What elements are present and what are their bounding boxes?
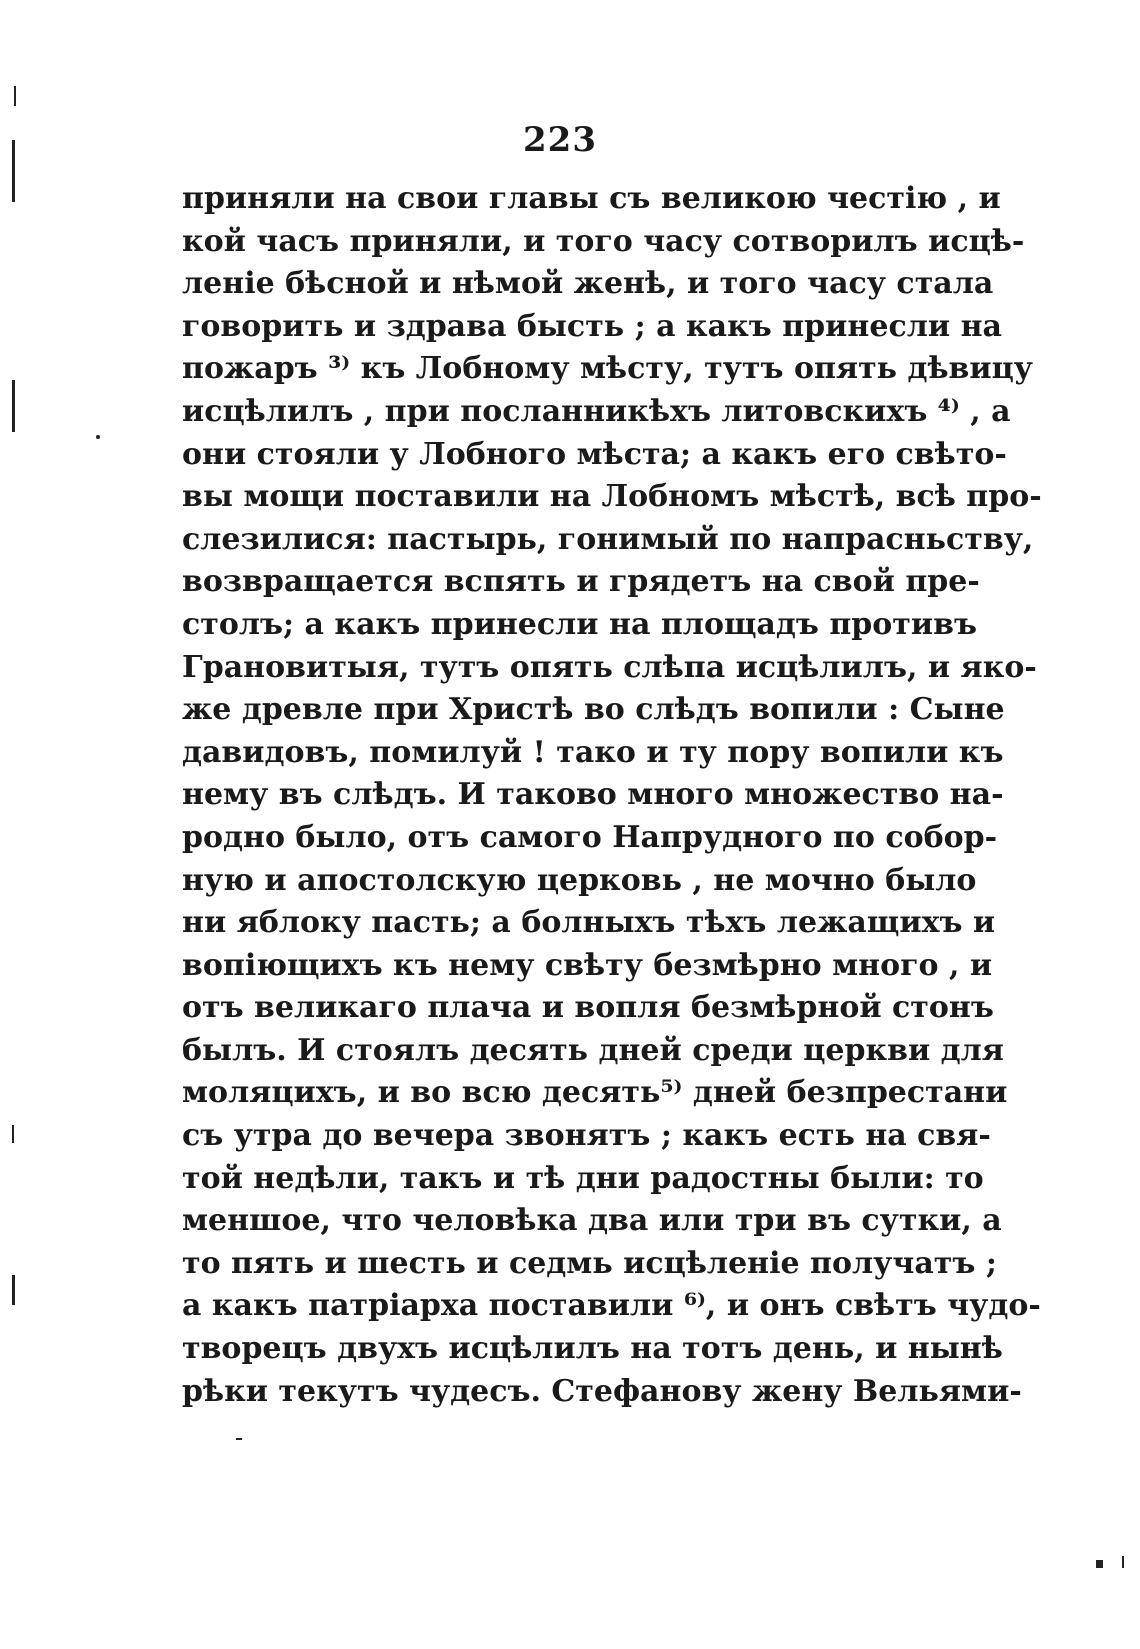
text-line: исцѣлилъ , при посланникѣхъ литовскихъ ⁴⁾ , а: [182, 393, 1011, 429]
text-line: рѣки текутъ чудесъ. Стефанову жену Вельями-: [182, 1373, 1022, 1409]
text-line: вопіющихъ къ нему свѣту безмѣрно много , и: [182, 947, 993, 983]
text-line: столъ; а какъ принесли на площадъ противъ: [182, 606, 977, 642]
text-line: возвращается вспять и грядетъ на свой пре-: [182, 564, 980, 600]
text-line: они стояли у Лобного мѣста; а какъ его свѣто-: [182, 436, 1007, 472]
page-number: 223: [523, 120, 597, 160]
text-line: ни яблоку пасть; а болныхъ тѣхъ лежащихъ и: [182, 905, 996, 941]
text-line: а какъ патріарха поставили ⁶⁾, и онъ свѣтъ чудо-: [182, 1288, 1041, 1324]
text-line: то пять и шесть и седмь исцѣленіе получатъ ;: [182, 1245, 997, 1281]
text-line: ную и апостолскую церковь , не мочно было: [182, 862, 977, 898]
text-line: нему въ слѣдъ. И таково много множество на-: [182, 777, 1004, 813]
scan-mark: [14, 86, 16, 106]
text-line: пожаръ ³⁾ къ Лобному мѣсту, тутъ опять дѣвицу: [182, 351, 1034, 387]
text-line: меншое, что человѣка два или три въ сутки, а: [182, 1203, 1002, 1239]
scan-mark: [96, 435, 100, 439]
text-line: говорить и здрава бысть ; а какъ принесли на: [182, 308, 1002, 344]
text-line: былъ. И стоялъ десять дней среди церкви для: [182, 1032, 1004, 1068]
text-line: творецъ двухъ исцѣлилъ на тотъ день, и нынѣ: [182, 1331, 1003, 1367]
text-line: отъ великаго плача и вопля безмѣрной стонъ: [182, 990, 994, 1026]
text-line: леніе бѣсной и нѣмой женѣ, и того часу стала: [182, 266, 994, 302]
text-line: съ утра до вечера звонятъ ; какъ есть на свя-: [182, 1118, 991, 1154]
scan-mark: [12, 1125, 14, 1143]
body-text: [182, 178, 1042, 1413]
scan-mark: [1096, 1560, 1103, 1568]
text-line: кой часъ приняли, и того часу сотворилъ исцѣ-: [182, 223, 1025, 259]
text-line: слезилися: пастырь, гонимый по напрасньству,: [182, 521, 1034, 557]
text-line: родно было, отъ самого Напрудного по собор-: [182, 819, 998, 855]
text-line: Грановитыя, тутъ опять слѣпа исцѣлилъ, и яко-: [182, 649, 1037, 685]
scan-mark: [12, 140, 15, 202]
text-line: же древле при Христѣ во слѣдъ вопили : Сыне: [182, 692, 1005, 728]
text-line: моляцихъ, и во всю десять⁵⁾ дней безпрестани: [182, 1075, 1008, 1111]
text-line: приняли на свои главы съ великою честію , и: [182, 181, 1001, 216]
scan-mark: [12, 380, 15, 432]
scan-mark: [236, 1438, 242, 1440]
scan-mark: [1122, 1556, 1124, 1568]
scan-mark: [12, 1275, 15, 1305]
text-line: вы мощи поставили на Лобномъ мѣстѣ, всѣ про-: [182, 479, 1042, 515]
text-line: той недѣли, такъ и тѣ дни радостны были: то: [182, 1160, 984, 1196]
text-line: давидовъ, помилуй ! тако и ту пору вопили къ: [182, 734, 1004, 770]
